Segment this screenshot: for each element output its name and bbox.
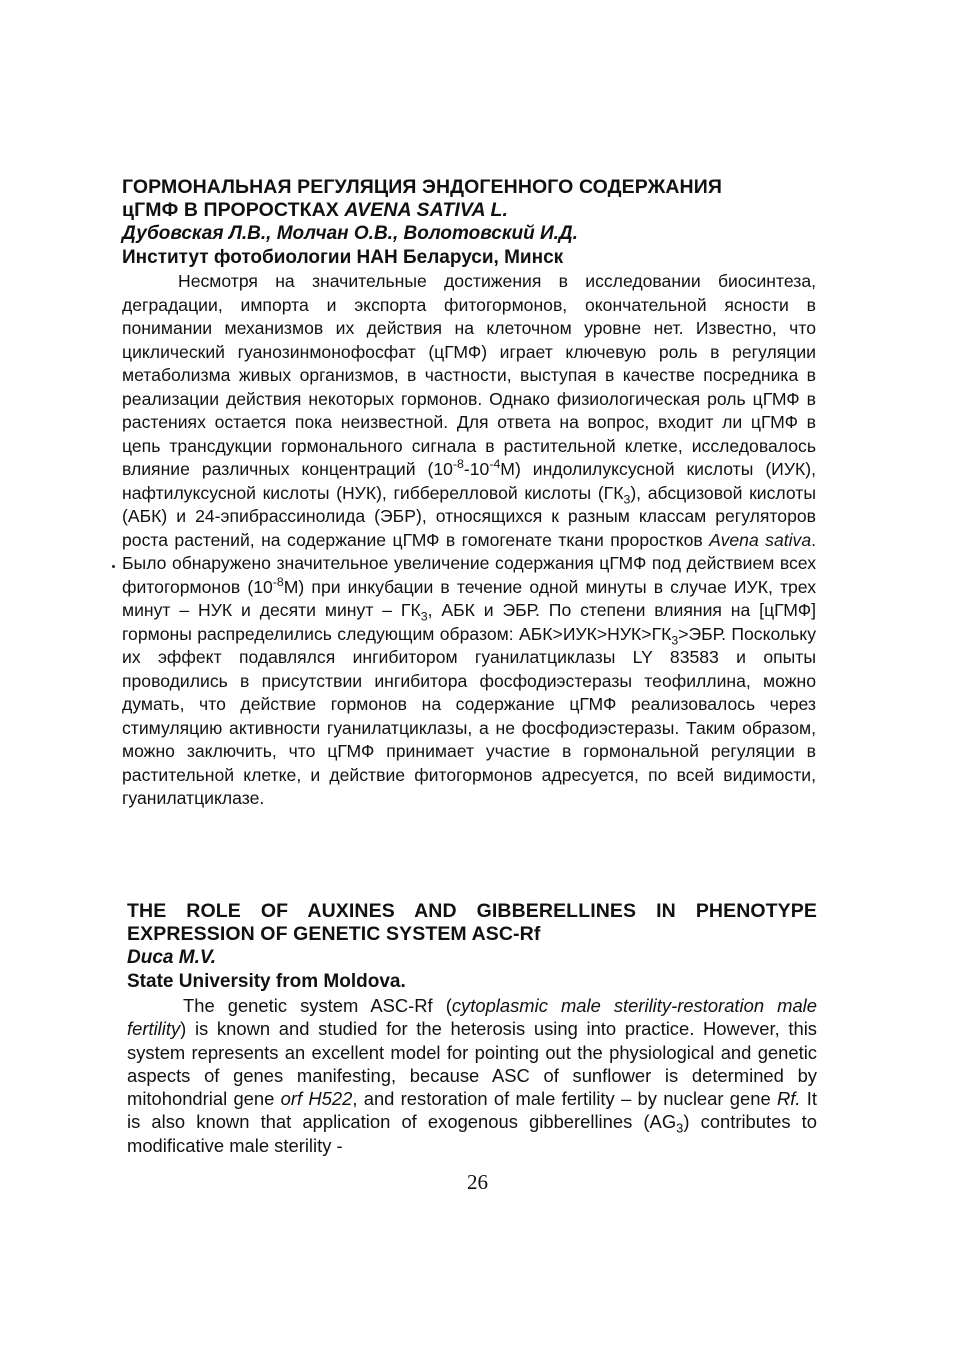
- term-italic: cytoplasmic male sterility-restoration male fertility: [127, 995, 817, 1040]
- title-line-2: цГМФ В ПРОРОСТКАХ: [122, 199, 345, 221]
- abstract-text: М) при инкубации в течение одной минуты в случае ИУК, трех минут – НУК и десяти минут – ГК: [122, 576, 816, 620]
- species-name: Avena sativa: [709, 529, 812, 550]
- article-affiliation: Институт фотобиологии НАН Беларуси, Минск: [122, 247, 564, 268]
- article-affiliation: State University from Moldova.: [127, 971, 406, 992]
- abstract-text: ) contributes to modificative male sterility -: [127, 1111, 817, 1156]
- abstract-text: М) индолилуксусной кислоты (ИУК), нафтилуксусной кислоты (НУК), гибберелловой кислоты (ГК: [122, 459, 816, 503]
- abstract-text: It is also known that application of exogenous gibberellines (AG: [127, 1088, 817, 1133]
- superscript: -4: [489, 457, 501, 472]
- abstract-text: Несмотря на значительные достижения в исследовании биосинтеза, деградации, импорта и экспорта фитогормонов, окончательной ясности в понимании механизмов их действия на клеточном уровне нет. Известно, что циклический гуанозинмонофосфат (цГМФ) играет ключевую роль в регуляции метаболизма живых организмов, в частности, выступая в качестве посредника в реализации действия некоторых гормонов. Однако физиологическая роль цГМФ в растениях остается пока неизвестной. Для ответа на вопрос, входит ли цГМФ в цепь трансдукции гормонального сигнала в растительной клетке, исследовалось влияние различных концентраций (10: [122, 271, 816, 479]
- superscript: -8: [452, 457, 464, 472]
- article-authors: Duca M.V.: [127, 947, 217, 968]
- subscript: 3: [420, 609, 428, 624]
- article-abstract: [127, 994, 817, 1157]
- abstract-text: The genetic system ASC-Rf (: [183, 995, 452, 1016]
- abstract-text: >ЭБР. Поскольку их эффект подавлялся ингибитором гуанилатциклазы LY 83583 и опыты проводились в присутствии ингибитора фосфодиэстеразы теофиллина, можно думать, что действие гормонов на содержание цГМФ реализовалось через стимуляцию активности гуанилатциклазы, а не фосфодиэстеразы. Таким образом, можно заключить, что цГМФ принимает участие в гормональной регуляции в растительной клетке, и действие фитогормонов адресуется, по всей видимости, гуанилатциклазе.: [122, 623, 816, 808]
- abstract-text: ), абсцизовой кислоты (АБК) и 24-эпибрассинолида (ЭБР), относящихся к разным классам регуляторов роста растений, на содержание цГМФ в гомогенате ткани проростков: [122, 482, 816, 550]
- article-authors: Дубовская Л.В., Молчан О.В., Волотовский И.Д.: [122, 223, 578, 244]
- article-abstract: [122, 270, 816, 811]
- subscript: 3: [623, 492, 631, 507]
- subscript: 3: [671, 633, 679, 648]
- abstract-text: -10: [463, 459, 490, 479]
- article-auxines-gibberellines: [127, 900, 817, 1157]
- abstract-text: . Было обнаружено значительное увеличение содержания цГМФ под действием всех фитогормонов (10: [122, 529, 816, 597]
- title-line-1: ГОРМОНАЛЬНАЯ РЕГУЛЯЦИЯ ЭНДОГЕННОГО СОДЕРЖАНИЯ: [122, 176, 722, 198]
- abstract-text: , АБК и ЭБР. По степени влияния на [цГМФ] гормоны распределились следующим образом: АБК>ИУК>НУК>ГК: [122, 600, 816, 644]
- gene-name: Rf.: [776, 1088, 801, 1110]
- abstract-text: ) is known and studied for the heterosis using into practice. However, this system represents an excellent model for pointing out the physiological and genetic aspects of genes manifesting, because ASC of sunflower is determined by mitohondrial gene: [127, 1018, 817, 1110]
- subscript: 3: [676, 1121, 684, 1137]
- article-title: THE ROLE OF AUXINES AND GIBBERELLINES IN PHENOTYPE EXPRESSION OF GENETIC SYSTEM ASC-Rf: [127, 900, 817, 945]
- article-title: [122, 176, 816, 222]
- scan-speck: [112, 565, 115, 568]
- gene-name: orf H522: [280, 1088, 353, 1110]
- title-species: AVENA SATIVA L.: [344, 199, 509, 221]
- superscript: -8: [272, 574, 284, 589]
- page-number: 26: [467, 1170, 488, 1194]
- abstract-text: , and restoration of male fertility – by nuclear gene: [352, 1088, 777, 1110]
- article-hormonal-regulation: [122, 176, 816, 811]
